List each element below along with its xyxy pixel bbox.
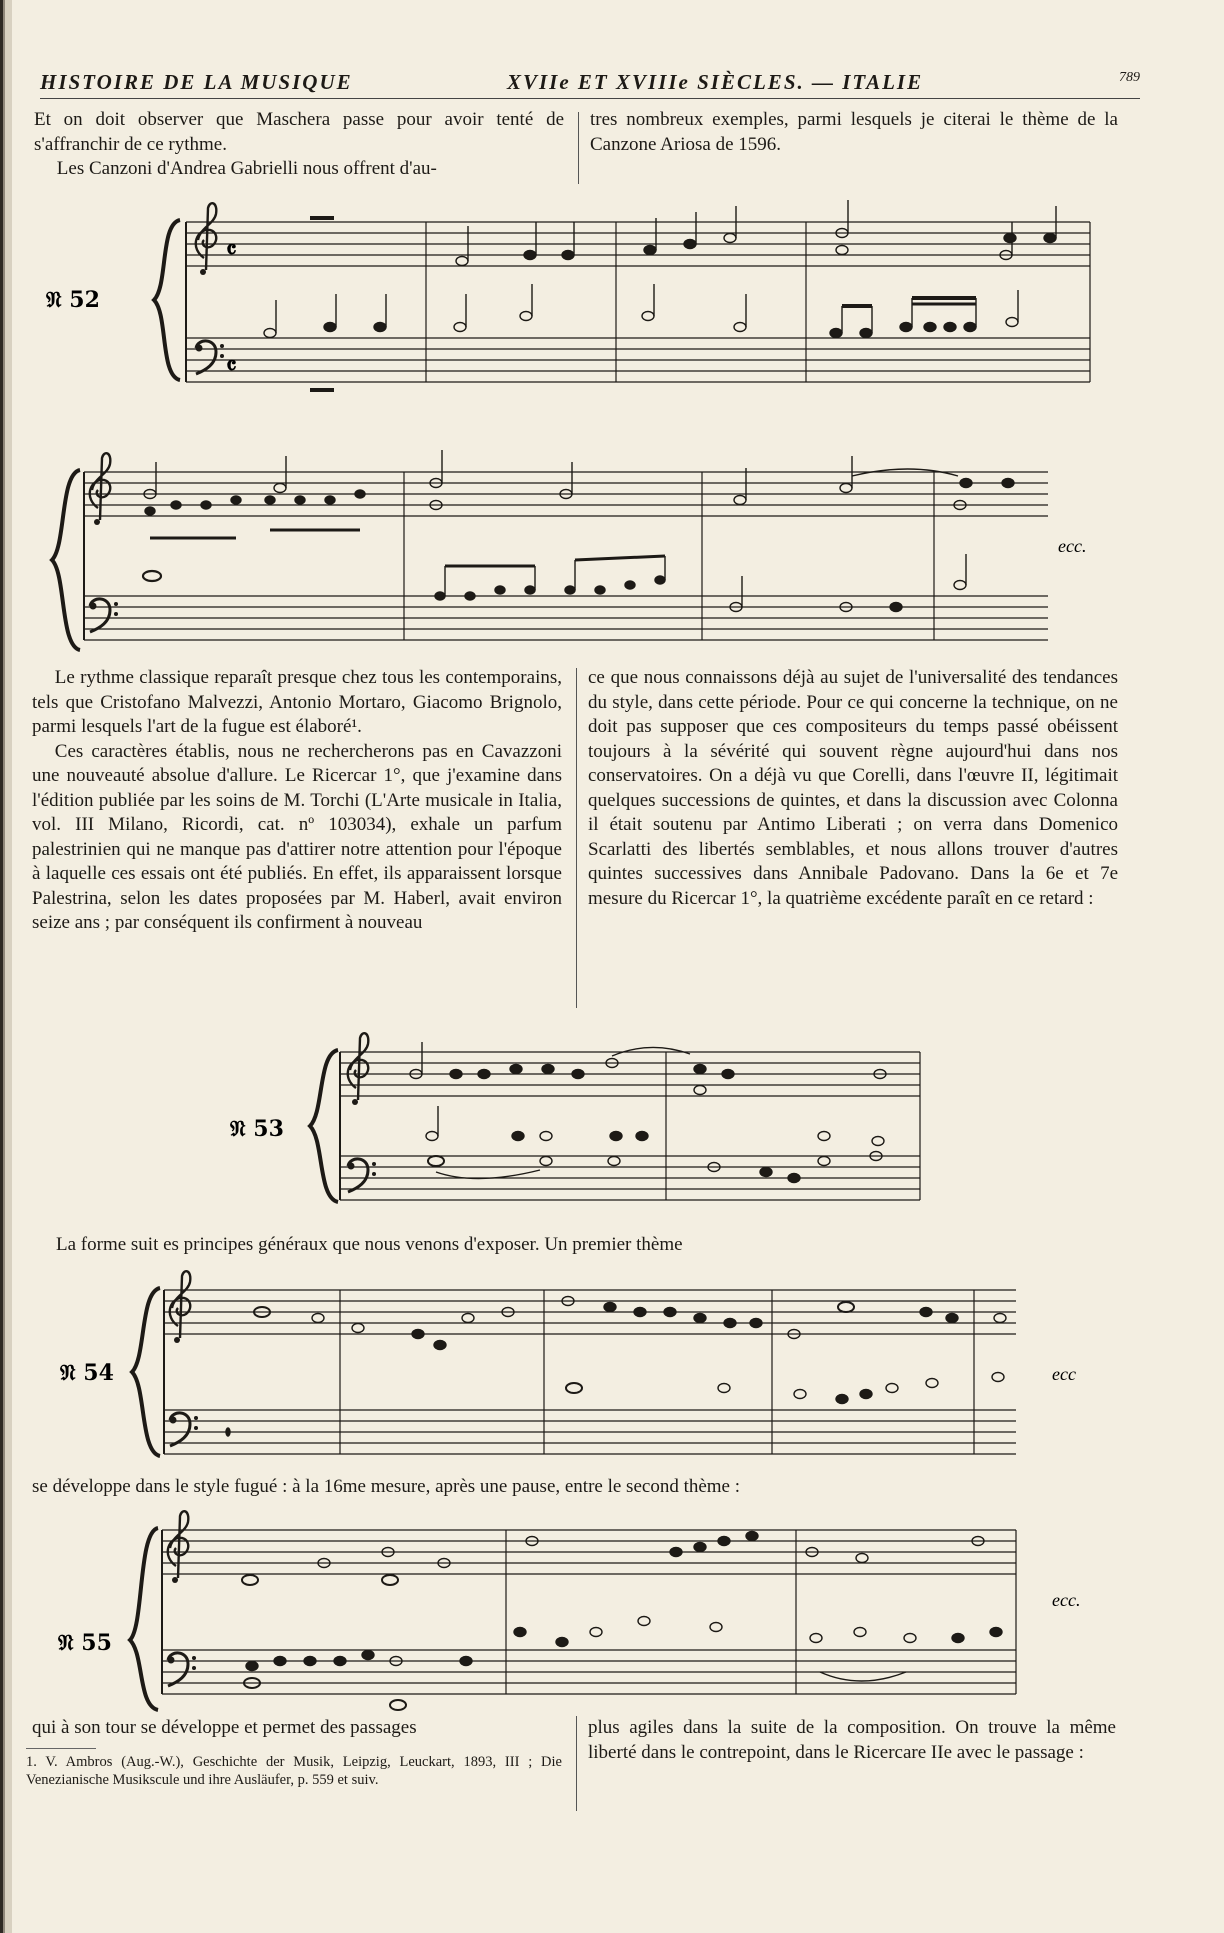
header-book-title: HISTOIRE DE LA MUSIQUE [40,70,353,94]
svg-text:𝄴: 𝄴 [226,235,237,264]
example-55 [58,1511,1080,1710]
brace [154,220,180,380]
example-52-label: 𝔑 52 [46,287,100,313]
example-55-label: 𝔑 55 [58,1630,112,1656]
svg-text:𝄴: 𝄴 [226,351,237,380]
example-53-label: 𝔑 53 [230,1116,284,1142]
end-left-text: qui à son tour se développe et permet des passages [32,1717,417,1738]
paragraph-rythme: Le rythme classique reparaît presque chez tous les contemporains, tels que Cristofano Malvezzi, Antonio Mortaro, Giacomo Brignolo, parmi lesquels l'art de la fugue est élaboré¹. [32,667,562,737]
example-54-label: 𝔑 54 [60,1360,114,1386]
header-chapter-title: XVIIe ET XVIIIe SIÈCLES. — ITALIE [507,70,924,94]
line-fugue: se développe dans le style fugué : à la 16me mesure, après une pause, entre le second thème : [32,1476,741,1497]
example-52 [46,200,1090,392]
example-54 [60,1271,1076,1456]
footnote: 1. V. Ambros (Aug.-W.), Geschichte der Musik, Leipzig, Leuckart, 1893, III ; Die Venezianische Musikscule und ihre Ausläufer, p. 559 et suiv. [26,1754,562,1788]
page-number: 789 [1119,70,1140,85]
end-right-text: plus agiles dans la suite de la composition. On trouve la même liberté dans le contrepoint, dans le Ricercare IIe avec le passage : [588,1717,1116,1763]
ecc-label-55: ecc. [1052,1590,1081,1610]
intro-left-line1: Et on doit observer que Maschera passe pour avoir tenté de s'affranchir de ce rythme. [34,109,564,155]
paragraph-technique: ce que nous connaissons déjà au sujet de l'universalité des tendances du style, dans cette période. Pour ce qui concerne la technique, on ne doit pas supposer que ces compositeurs du temps passé obéissent toujours à la sévérité qui souvent règne aujourd'hui dans nos conservatoires. On a déjà vu que Corelli, dans l'œuvre II, légitimait quelques successions de quintes, et dans la discussion avec Colonna il était soutenu par Antimo Liberati ; on verra dans Domenico Scarlatti des libertés semblables, et nous allons trouver d'autres quintes successives dans Annibale Padovano. Dans la 6e et 7e mesure du Ricercar 1°, la quatrième excédente paraît en ce retard : [588,667,1118,909]
example-53 [230,1033,920,1202]
ecc-label-54: ecc [1052,1364,1076,1384]
paragraph-cavazzoni: Ces caractères établis, nous ne rechercherons pas en Cavazzoni une nouveauté absolue d'allure. Le Ricercar 1°, que j'examine dans l'édition publiée par les soins de M. Torchi (L'Arte musicale in Italia, vol. III Milano, Ricordi, cat. nº 103034), exhale un parfum palestrinien qui ne manque pas d'attirer notre attention pour l'époque à laquelle ces essais ont été publiés. En effet, ils apparaissent lorsque Palestrina, selon les dates proposées par M. Haberl, avait environ seize ans ; par conséquent ils confirment à nouveau [32,740,562,933]
intro-left-line2: Les Canzoni d'Andrea Gabrielli nous offrent d'au- [56,158,437,179]
line-forme: La forme suit es principes généraux que nous venons d'exposer. Un premier thème [56,1234,683,1255]
ecc-label-52: ecc. [1058,536,1087,556]
example-52-continuation [52,450,1086,650]
intro-right-text: tres nombreux exemples, parmi lesquels je citerai le thème de la Canzone Ariosa de 1596. [590,109,1118,155]
